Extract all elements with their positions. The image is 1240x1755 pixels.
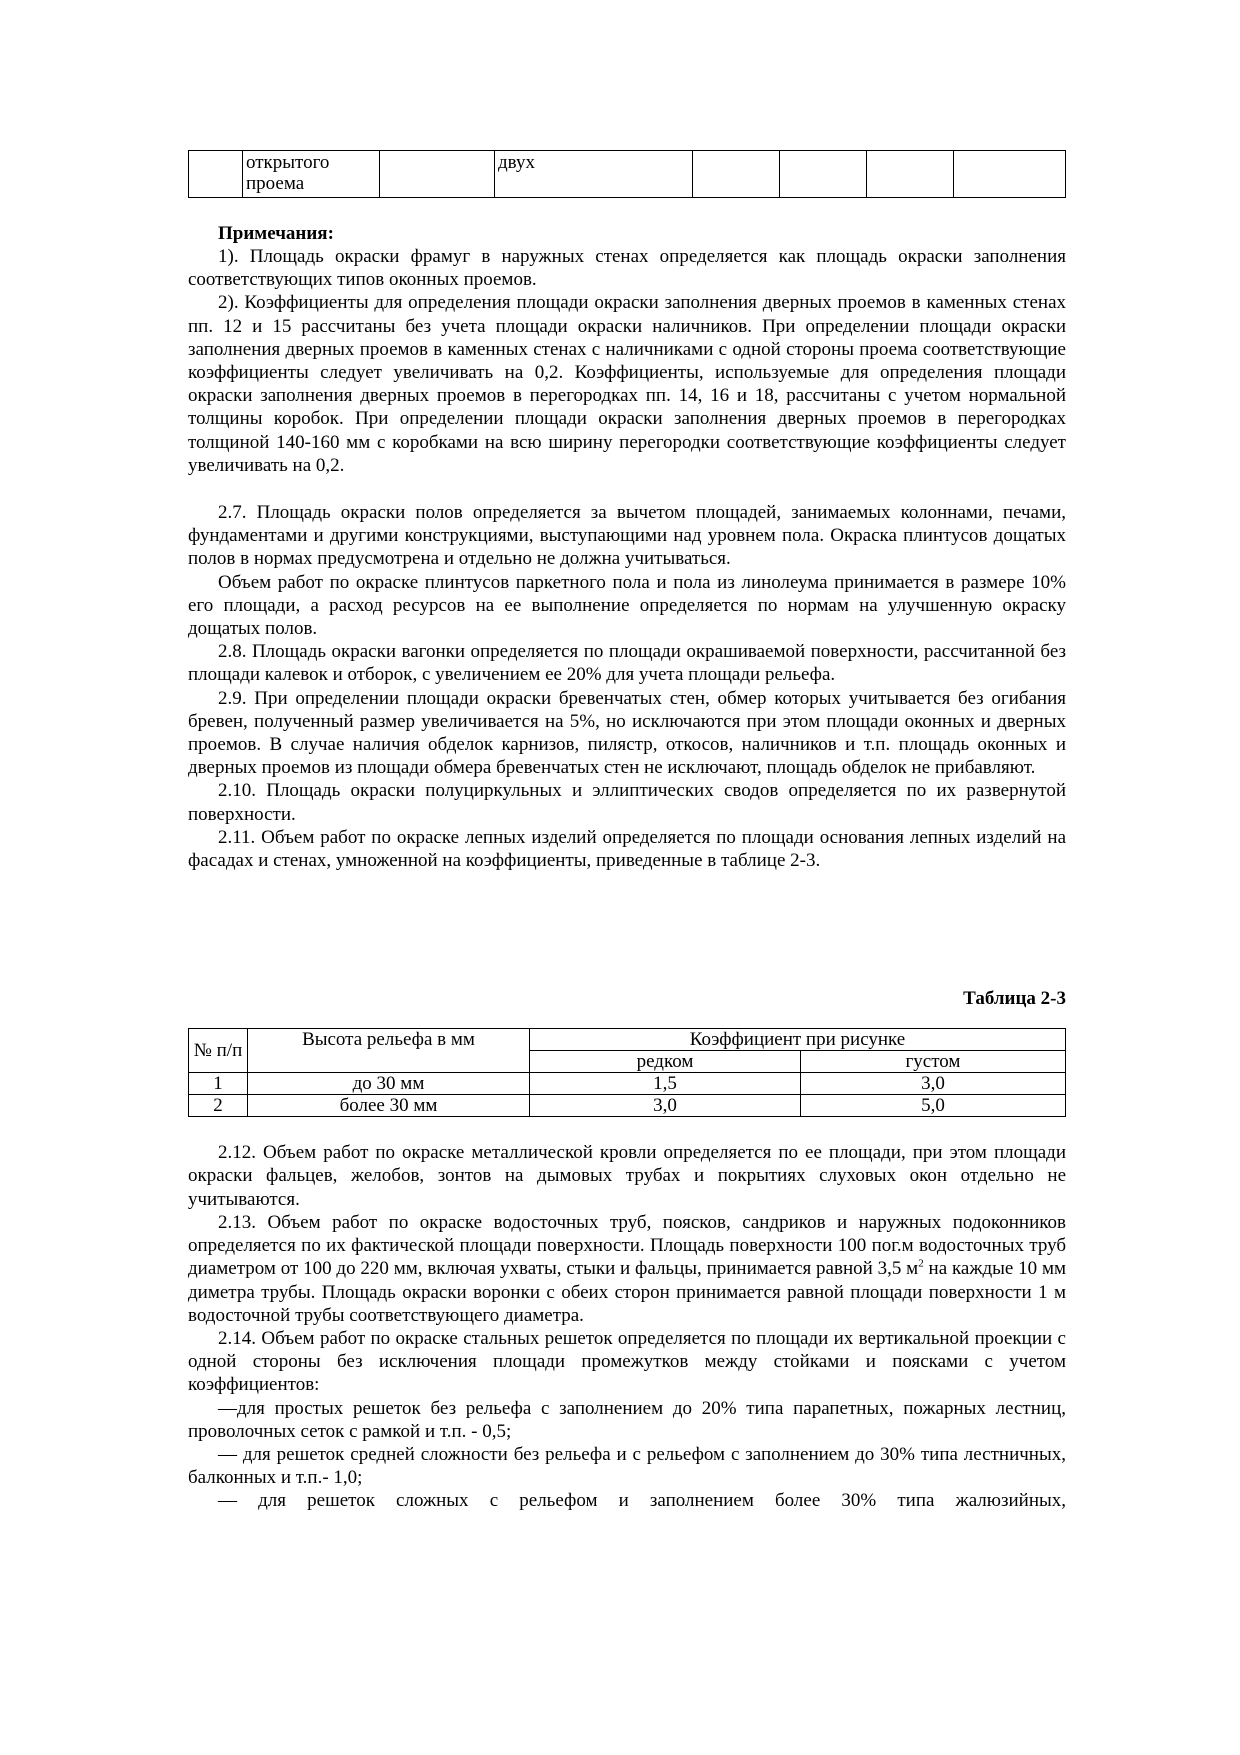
table-caption: Таблица 2-3 [963,988,1066,1010]
table-cell [189,151,243,198]
superscript-2: 2 [918,1257,924,1270]
continued-table [188,150,1066,198]
row-number: 1 [189,1073,248,1095]
paragraph-2-9: 2.9. При определении площади окраски бревенчатых стен, обмер которых учитывается без огибания бревен, полученный размер увеличивается на 5%, но исключаются при этом площади оконных и дверных проемов. В случае наличия обделок карнизов, пилястр, откосов, наличников и т.п. площадь оконных и дверных проемов из площади обмера бревенчатых стен не исключают, площадь обделок не прибавляют. [188,687,1066,779]
table-cell [780,151,867,198]
row-sparse: 1,5 [530,1073,801,1095]
dash-item-simple: —для простых решеток без рельефа с заполнением до 20% типа парапетных, пожарных лестниц, проволочных сеток с рамкой и т.п. - 0,5; [188,1397,1066,1442]
paragraph-2-11: 2.11. Объем работ по окраске лепных изделий определяется по площади основания лепных изделий на фасадах и стенах, умноженной на коэффициенты, приведенные в таблице 2-3. [188,826,1066,872]
dash-item-medium: — для решеток средней сложности без рельефа и с рельефом с заполнением до 30% типа лестничных, балконных и т.п.- 1,0; [188,1443,1066,1489]
paragraph-2-8: 2.8. Площадь окраски вагонки определяется по площади окрашиваемой поверхности, рассчитанной без площади калевок и отборок, с увеличением ее 20% для учета площади рельефа. [188,641,1066,686]
paragraph-2-14: 2.14. Объем работ по окраске стальных решеток определяется по площади их вертикальной проекции с одной стороны без исключения площади промежутков между стойками и поясками с учетом коэффициентов: [188,1327,1066,1396]
table-cell: двух [495,151,693,198]
table-2-3 [188,1028,1066,1117]
row-height: более 30 мм [248,1095,530,1117]
row-height: до 30 мм [248,1073,530,1095]
table-header-row [189,1029,1066,1051]
table-row [189,1095,1066,1117]
notes-title: Примечания: [218,223,334,244]
row-sparse: 3,0 [530,1095,801,1117]
table-cell [380,151,495,198]
header-sparse: редком [530,1051,801,1073]
paragraph-plinths: Объем работ по окраске плинтусов паркетного пола и пола из линолеума принимается в размере 10% его площади, а расход ресурсов на ее выполнение определяется по нормам на улучшенную окраску дощатых полов. [188,571,1066,640]
note-paragraph: 2). Коэффициенты для определения площади окраски заполнения дверных проемов в каменных стенах пп. 12 и 15 рассчитаны без учета площади окраски наличников. При определении площади окраски заполнения дверных проемов в каменных стенах с наличниками с одной стороны проема соответствующие коэффициенты следует увеличивать на 0,2. Коэффициенты, используемые для определения площади окраски заполнения дверных проемов в перегородках пп. 14, 16 и 18, рассчитаны с учетом нормальной толщины коробок. При определении площади окраски заполнения дверных проемов в перегородках толщиной 140-160 мм с коробками на всю ширину перегородки соответствующие коэффициенты следует увеличивать на 0,2. [188,292,1066,476]
header-relief-height: Высота рельефа в мм [248,1029,530,1073]
paragraph-2-13-part-a: 2.13. Объем работ по окраске водосточных труб, поясков, сандриков и наружных подоконников определяется по их фактической площади поверхности. Площадь поверхности 100 пог.м водосточных труб диаметром от 100 до 220 мм, включая ухваты, стыки и фальцы, принимается равной 3,5 м [188,1211,1066,1280]
paragraph-2-10: 2.10. Площадь окраски полуциркульных и эллиптических сводов определяется по их развернутой поверхности. [188,780,1066,825]
row-number: 2 [189,1095,248,1117]
table-row [189,151,1066,198]
note-paragraph: 1). Площадь окраски фрамуг в наружных стенах определяется как площадь окраски заполнения соответствующих типов оконных проемов. [188,246,1066,291]
table-cell [867,151,954,198]
paragraph-2-12: 2.12. Объем работ по окраске металлической кровли определяется по ее площади, при этом площади окраски фальцев, желобов, зонтов на дымовых трубах и покрытиях слуховых окон отдельно не учитываются. [188,1142,1066,1210]
paragraph-2-13-part-b: на каждые 10 мм диметра трубы. Площадь окраски воронки с обеих сторон принимается равной площади поверхности 1 м водосточной трубы соответствующего диаметра. [188,1258,1066,1326]
row-dense: 5,0 [801,1095,1066,1117]
header-coefficient: Коэффициент при рисунке [530,1029,1066,1051]
table-cell [954,151,1066,198]
table-cell [693,151,780,198]
dash-item-complex: — для решеток сложных с рельефом и заполнением более 30% типа жалюзийных, [218,1490,1066,1512]
row-dense: 3,0 [801,1073,1066,1095]
table-cell: открытого проема [243,151,380,198]
paragraph-2-7: 2.7. Площадь окраски полов определяется за вычетом площадей, занимаемых колоннами, печами, фундаментами и другими конструкциями, выступающими над уровнем пола. Окраска плинтусов дощатых полов в нормах предусмотрена и отдельно не должна учитываться. [188,502,1066,570]
paragraph-2-13 [188,1211,1066,1327]
header-number: № п/п [189,1029,248,1073]
table-row [189,1073,1066,1095]
header-dense: густом [801,1051,1066,1073]
document-page [188,150,1066,1513]
